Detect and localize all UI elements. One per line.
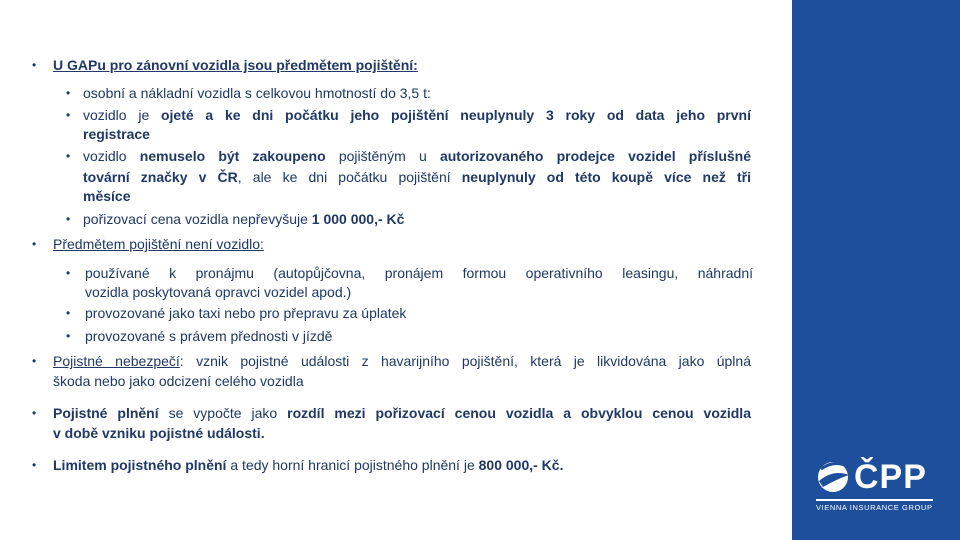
risk-text: Pojistné nebezpečí: vznik pojistné události z havarijního pojištění, která je likvidována jako úplná — [53, 353, 751, 369]
not-item-priority: provozované s právem přednosti v jízdě — [85, 328, 333, 344]
not-item-taxi: provozované jako taxi nebo pro přepravu za úplatek — [85, 305, 407, 321]
payout-text: Pojistné plnění se vypočte jako rozdíl mezi pořizovací cenou vozidla a obvyklou cenou vozidla — [53, 405, 751, 421]
bullet-icon: • — [32, 354, 37, 368]
bullet-icon: • — [32, 406, 37, 420]
bullet-icon: • — [66, 329, 71, 343]
bullet-icon: • — [66, 306, 71, 320]
gap-item-price: pořizovací cena vozidla nepřevyšuje 1 000 000,- Kč — [83, 211, 405, 227]
gap-item-purchase: vozidlo nemuselo být zakoupeno pojištěným u autorizovaného prodejce vozidel příslušné — [83, 148, 752, 164]
not-item-rental: používané k pronájmu (autopůjčovna, pronájem formou operativního leasingu, náhradní — [85, 265, 753, 281]
not-heading: Předmětem pojištění není vozidlo: — [53, 236, 264, 252]
payout-text-cont: v době vzniku pojistné události. — [53, 425, 265, 441]
bullet-icon: • — [66, 266, 71, 280]
risk-text-cont: škoda nebo jako odcizení celého vozidla — [53, 373, 304, 389]
gap-item-used-cont: registrace — [83, 126, 150, 142]
gap-heading: U GAPu pro zánovní vozidla jsou předmětem pojištění: — [53, 57, 418, 73]
gap-item-used: vozidlo je ojeté a ke dni počátku jeho pojištění neuplynuly 3 roky od data jeho první — [83, 107, 751, 123]
logo-divider — [816, 499, 933, 501]
gap-item-purchase-end: měsíce — [83, 188, 131, 204]
not-item-rental-cont: vozidla poskytovaná opravci vozidel apod.) — [85, 284, 352, 300]
gap-item-weight: osobní a nákladní vozidla s celkovou hmotností do 3,5 t: — [83, 85, 431, 101]
bullet-icon: • — [66, 86, 71, 100]
logo-subtitle: VIENNA INSURANCE GROUP — [816, 503, 933, 512]
logo-wordmark: ČPP — [854, 458, 927, 496]
bullet-icon: • — [32, 237, 37, 251]
bullet-icon: • — [66, 108, 71, 122]
bullet-icon: • — [66, 212, 71, 226]
limit-text: Limitem pojistného plnění a tedy horní hranicí pojistného plnění je 800 000,- Kč. — [53, 457, 564, 473]
bullet-icon: • — [66, 149, 71, 163]
bullet-icon: • — [32, 458, 37, 472]
bullet-icon: • — [32, 58, 37, 72]
gap-item-purchase-cont: tovární značky v ČR, ale ke dni počátku pojištění neuplynuly od této koupě více než tři — [83, 169, 751, 185]
